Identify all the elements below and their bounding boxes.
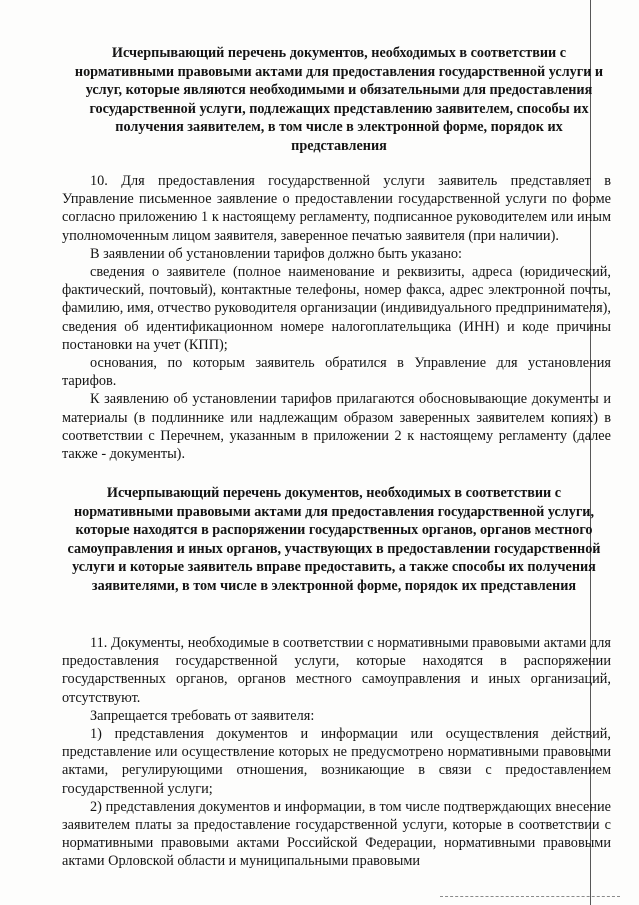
paragraph-application-contents: В заявлении об установлении тарифов должно быть указано: xyxy=(90,245,463,262)
paragraph-prohibited: Запрещается требовать от заявителя: xyxy=(90,707,315,724)
paragraph-attachments: К заявлению об установлении тарифов прилагаются обосновывающие документы и материалы (в подлиннике или надлежащим образом заверенных заявителем копиях) в соответствии с Перечнем, указанным в приложении 2 к настоящему регламенту (далее также - документы). xyxy=(62,391,611,463)
section-heading-documents-required: Исчерпывающий перечень документов, необходимых в соответствии с нормативными правовыми актами для предоставления государственной услуги и услуг, которые являются необходимыми и обязательными для предоставления государственной услуги, подлежащих представлению заявителем, способы их получения заявителем, в том числе в электронной форме, порядок их представления xyxy=(74,45,604,154)
paragraph-10: 10. Для предоставления государственной услуги заявитель представляет в Управление письменное заявление о предоставлении государственной услуги по форме согласно приложению 1 к настоящему регламенту, подписанное руководителем или иным уполномоченным лицом заявителя, заверенное печатью заявителя (при наличии). xyxy=(62,173,611,244)
section-body-documents-required xyxy=(62,172,611,463)
scan-edge-mark xyxy=(440,896,620,897)
paragraph-11: 11. Документы, необходимые в соответствии с нормативными правовыми актами для предоставления государственной услуги, которые находятся в распоряжении государственных органов, органов местного самоуправления и иных организаций, отсутствуют. xyxy=(62,635,611,706)
section-body-documents-held-by-agencies xyxy=(62,634,611,871)
paragraph-applicant-info: сведения о заявителе (полное наименование и реквизиты, адреса (юридический, фактический, почтовый), контактные телефоны, номер факса, адрес электронной почты, фамилию, имя, отчество руководителя организации (индивидуального предпринимателя), сведения об идентификационном номере налогоплательщика (ИНН) и коде причины постановки на учет (КПП); xyxy=(62,264,611,353)
paragraph-prohibited-item-2: 2) представления документов и информации, в том числе подтверждающих внесение заявителем платы за предоставление государственной услуги, которые в соответствии с нормативными правовыми актами Российской Федерации, нормативными правовыми актами Орловской области и муниципальными правовыми xyxy=(62,798,611,870)
paragraph-prohibited-item-1: 1) представления документов и информации или осуществления действий, представление или осуществление которых не предусмотрено нормативными правовыми актами, регулирующими отношения, возникающие в связи с предоставлением государственной услуги; xyxy=(62,726,611,797)
paragraph-grounds: основания, по которым заявитель обратился в Управление для установления тарифов. xyxy=(62,355,611,390)
section-heading-documents-held-by-agencies: Исчерпывающий перечень документов, необходимых в соответствии с нормативными правовыми актами для предоставления государственной услуги, которые находятся в распоряжении государственных органов, органов местного самоуправления и иных органов, участвующих в предоставлении государственной услуги и которые заявитель вправе предоставить, а также способы их получения заявителями, в том числе в электронной форме, порядок их представления xyxy=(67,485,601,594)
